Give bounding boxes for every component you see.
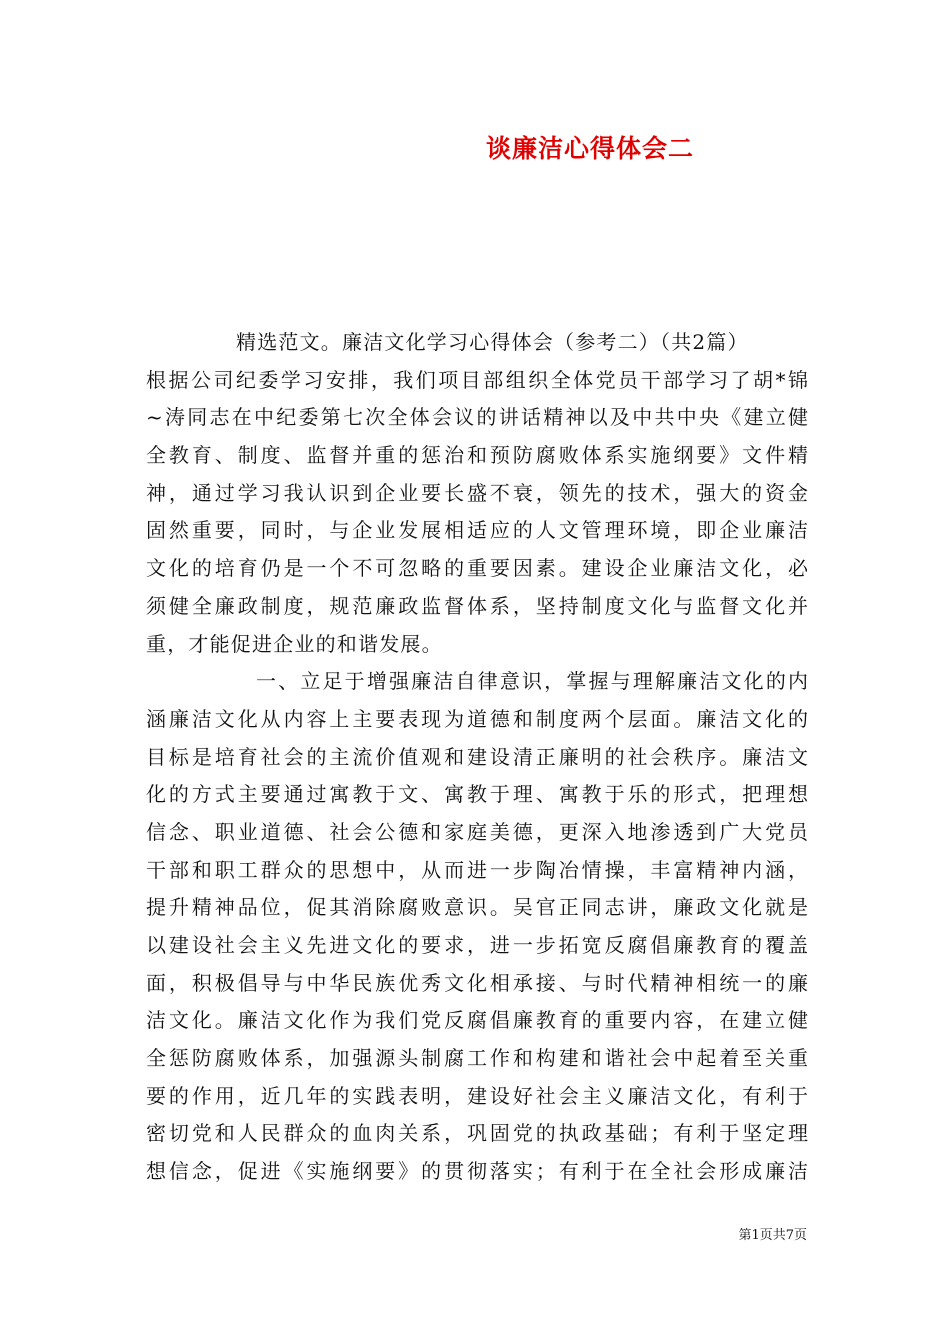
text-line: 全教育、制度、监督并重的惩治和预防腐败体系实施纲要》文件精 [146,443,808,468]
text-line: 目标是培育社会的主流价值观和建设清正廉明的社会秩序。廉洁文 [146,744,808,769]
text-line: 文化的培育仍是一个不可忽略的重要因素。建设企业廉洁文化，必 [146,556,808,581]
text-line: 以建设社会主义先进文化的要求，进一步拓宽反腐倡廉教育的覆盖 [146,933,808,957]
text-line: 神，通过学习我认识到企业要长盛不衰，领先的技术，强大的资金 [146,480,808,505]
text-line: 面，积极倡导与中华民族优秀文化相承接、与时代精神相统一的廉 [146,970,808,995]
text-line: 根据公司纪委学习安排，我们项目部组织全体党员干部学习了胡*锦 [146,367,808,392]
text-line: 化的方式主要通过寓教于文、寓教于理、寓教于乐的形式，把理想 [146,782,808,807]
text-line: 一、立足于增强廉洁自律意识，掌握与理解廉洁文化的内 [256,669,808,694]
text-line: 信念、职业道德、社会公德和家庭美德，更深入地渗透到广大党员 [146,819,808,844]
document-body [146,324,808,1191]
text-line: 提升精神品位，促其消除腐败意识。吴官正同志讲，廉政文化就是 [146,895,808,920]
text-line: 洁文化。廉洁文化作为我们党反腐倡廉教育的重要内容，在建立健 [146,1008,808,1033]
text-line: 固然重要，同时，与企业发展相适应的人文管理环境，即企业廉洁 [146,518,808,543]
text-line: 精选范文。廉洁文化学习心得体会（参考二）（共2篇） [236,330,749,354]
text-line: ~涛同志在中纪委第七次全体会议的讲话精神以及中共中央《建立健 [146,405,808,430]
text-line: 要的作用，近几年的实践表明，建设好社会主义廉洁文化，有利于 [146,1083,808,1108]
text-line: 重，才能促进企业的和谐发展。 [146,631,443,656]
text-line: 干部和职工群众的思想中，从而进一步陶冶情操，丰富精神内涵， [146,857,808,882]
page-footer: 第1页共7页 [738,1228,807,1243]
text-line: 全惩防腐败体系，加强源头制腐工作和构建和谐社会中起着至关重 [146,1046,808,1071]
text-line: 密切党和人民群众的血肉关系，巩固党的执政基础；有利于坚定理 [146,1121,808,1146]
text-line: 须健全廉政制度，规范廉政监督体系，坚持制度文化与监督文化并 [146,593,808,618]
text-line: 想信念，促进《实施纲要》的贯彻落实；有利于在全社会形成廉洁 [146,1159,808,1184]
text-line: 涵廉洁文化从内容上主要表现为道德和制度两个层面。廉洁文化的 [146,706,808,731]
document-title: 谈廉洁心得体会二 [485,134,694,163]
